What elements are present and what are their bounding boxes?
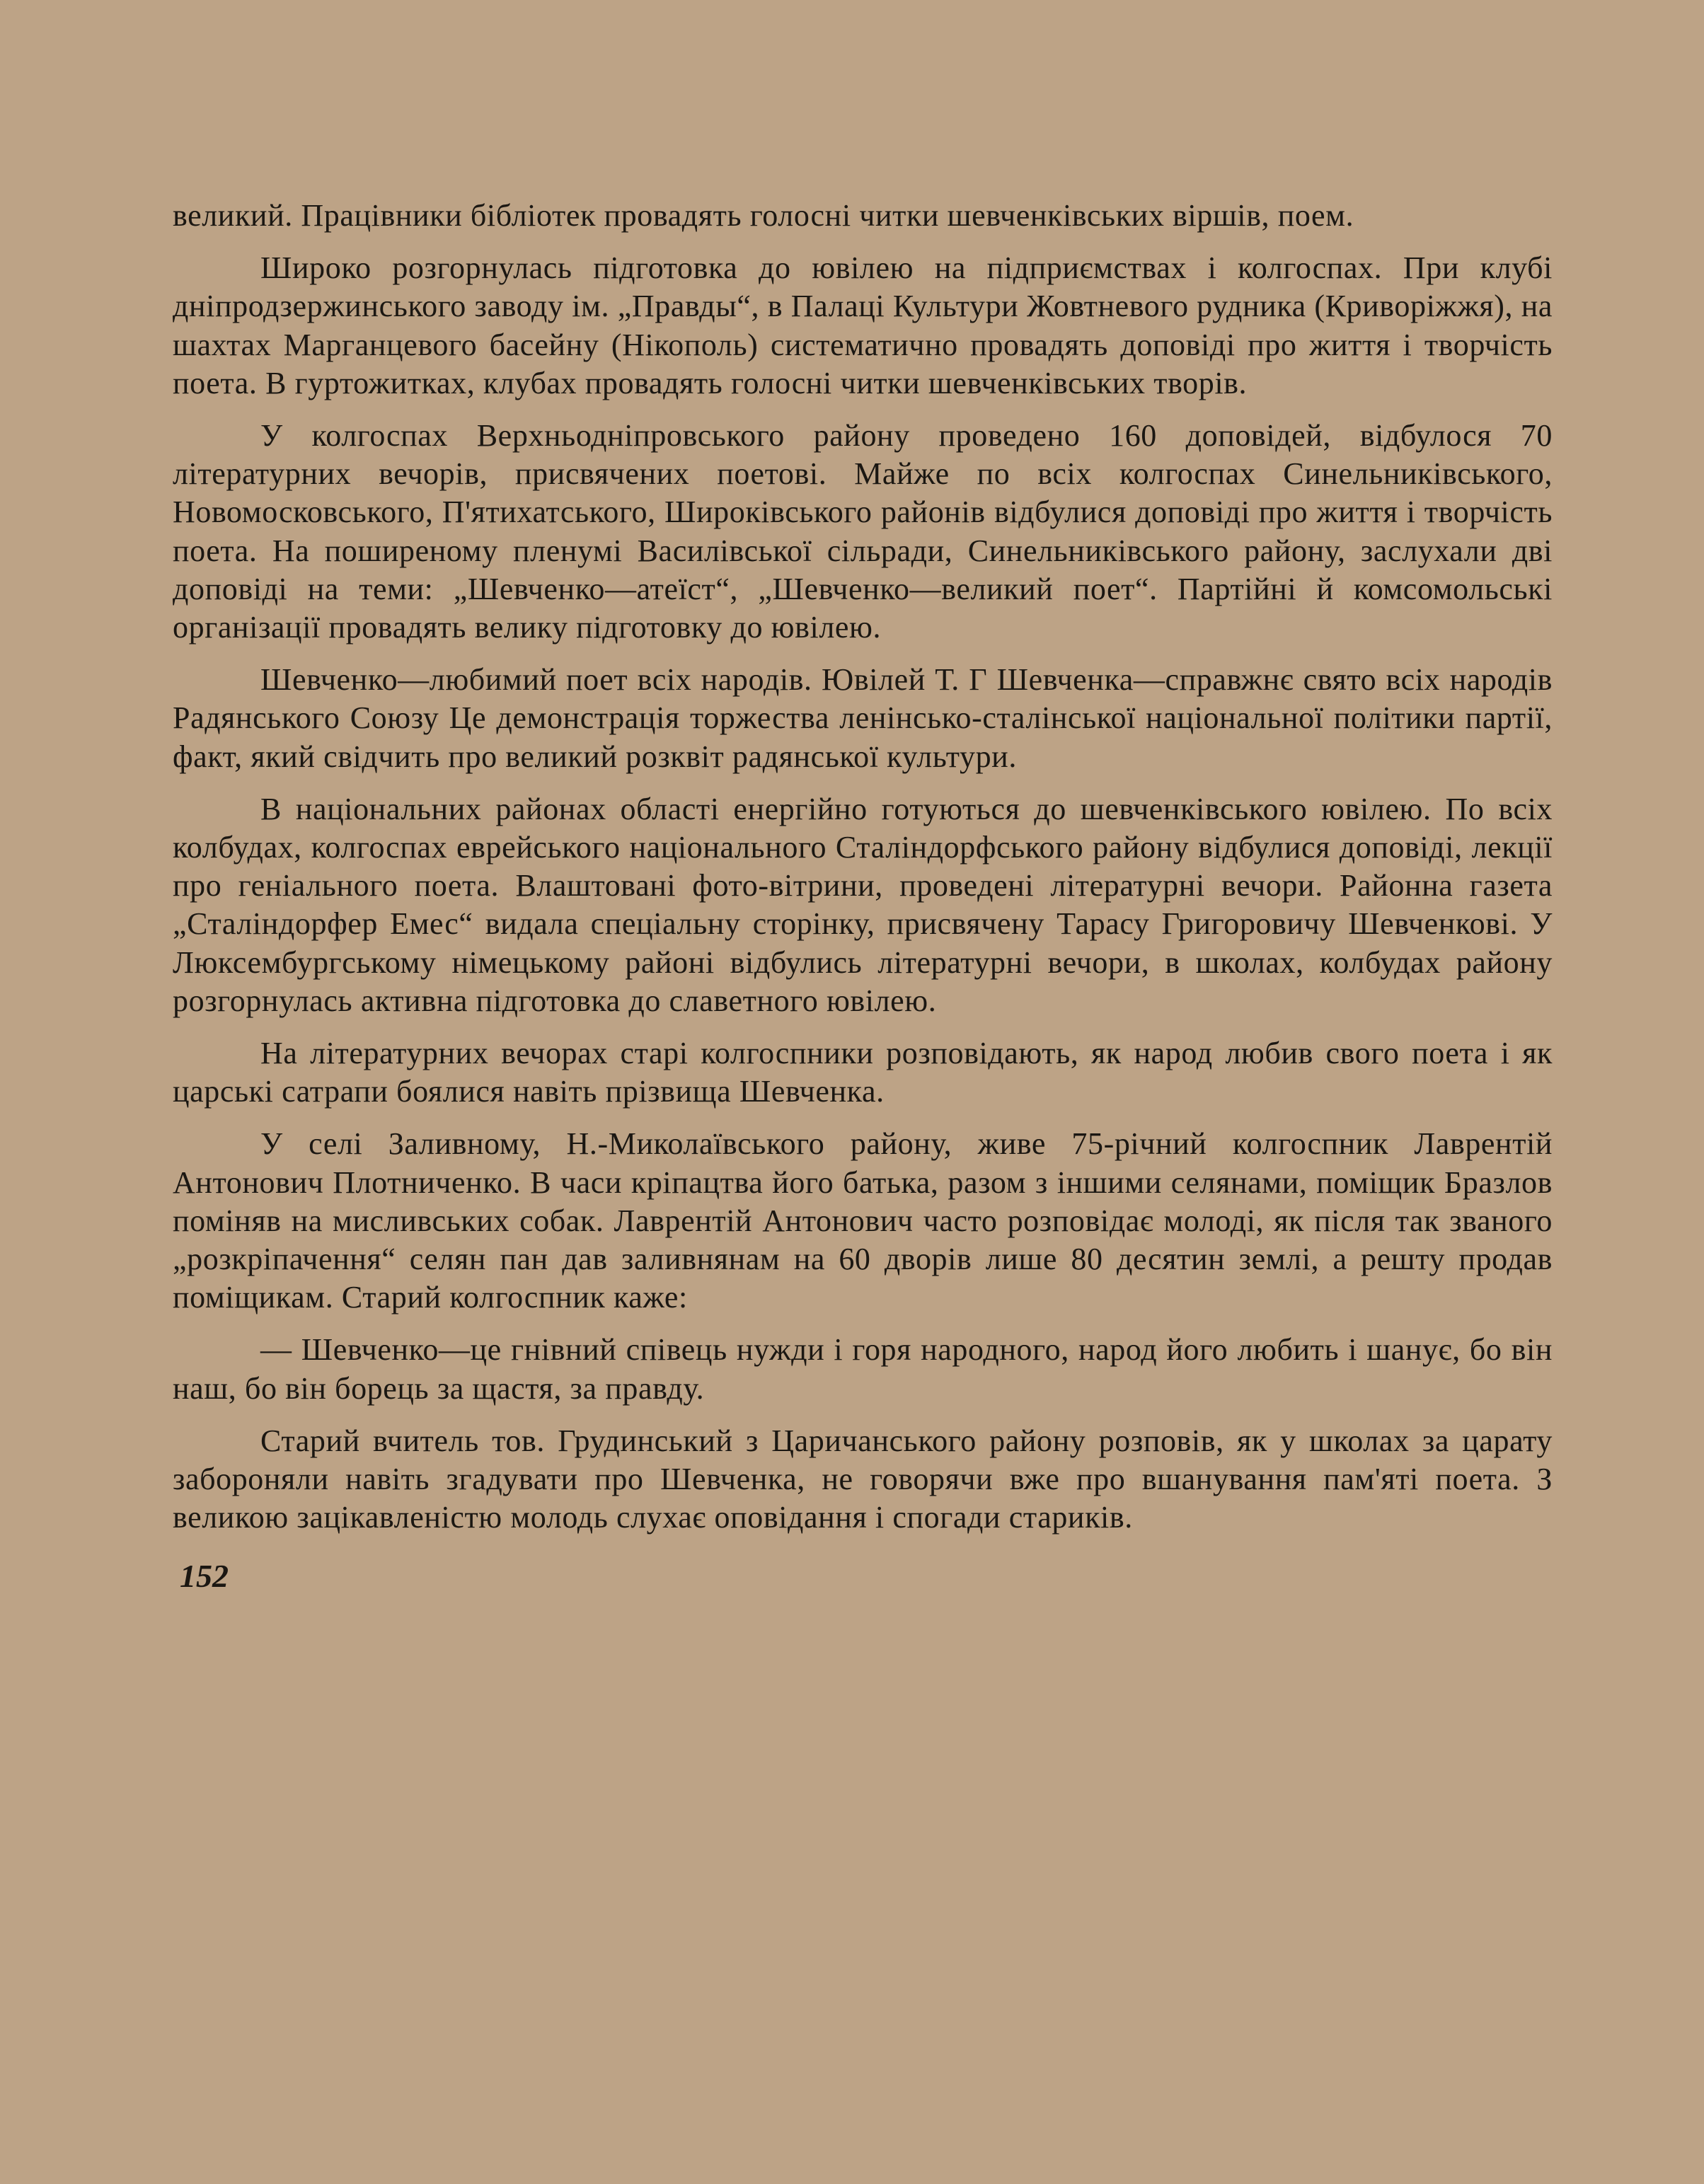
- paragraph-1: великий. Працівники бібліотек провадять голосні читки шевченківських віршів, поем.: [173, 198, 1354, 233]
- paragraph-6: На літературних вечорах старі колгоспники розповідають, як народ любив свого поета і як царські сатрапи боялися навіть прізвища Шевченка.: [173, 1036, 1553, 1109]
- paragraph-9: Старий вчитель тов. Грудинський з Царичанського району розповів, як у школах за царату забороняли навіть згадувати про Шевченка, не говорячи вже про вшанування пам'яті поета. З великою зацікавленістю молодь слухає оповідання і спогади стариків.: [173, 1423, 1553, 1535]
- paragraph-8: — Шевченко—це гнівний співець нужди і горя народного, народ його любить і шанує, бо він наш, бо він борець за щастя, за правду.: [173, 1332, 1553, 1406]
- paragraph-3: У колгоспах Верхньодніпровського району проведено 160 доповідей, відбулося 70 літературних вечорів, присвячених поетові. Майже по всіх колгоспах Синельниківського, Новомосковського, П'ятихатського, Широківського районів відбулися доповіді про життя і творчість поета. На поширеному пленумі Василівської сільради, Синельниківського району, заслухали дві доповіді на теми: „Шевченко—атеїст“, „Шевченко—великий поет“. Партійні й комсомольські організації провадять велику підготовку до ювілею.: [173, 418, 1553, 645]
- paragraph-7: У селі Заливному, Н.-Миколаївського району, живе 75-річний колгоспник Лаврентій Антонович Плотниченко. В часи кріпацтва його батька, разом з іншими селянами, поміщик Бразлов поміняв на мисливських собак. Лаврентій Антонович часто розповідає молоді, як після так званого „розкріпачення“ селян пан дав заливнянам на 60 дворів лише 80 десятин землі, а решту продав поміщикам. Старий колгоспник каже:: [173, 1126, 1553, 1315]
- paragraph-2: Широко розгорнулась підготовка до ювілею на підприємствах і колгоспах. При клубі дніпродзержинського заводу ім. „Правды“, в Палаці Культури Жовтневого рудника (Криворіжжя), на шахтах Марганцевого басейну (Нікополь) систематично провадять доповіді про життя і творчість поета. В гуртожитках, клубах провадять голосні читки шевченківських творів.: [173, 250, 1553, 400]
- paragraph-5: В національних районах області енергійно готуються до шевченківського ювілею. По всіх колбудах, колгоспах еврейського національного Сталіндорфського району відбулися доповіді, лекції про геніального поета. Влаштовані фото-вітрини, проведені літературні вечори. Районна газета „Сталіндорфер Емес“ видала спеціальну сторінку, присвячену Тарасу Григоровичу Шевченкові. У Люксембургському німецькому районі відбулись літературні вечори, в школах, колбудах району розгорнулась активна підготовка до славетного ювілею.: [173, 791, 1553, 1018]
- paragraph-4: Шевченко—любимий поет всіх народів. Ювілей Т. Г Шевченка—справжнє свято всіх народів Радянського Союзу Це демонстрація торжества ленінсько-сталінської національної політики партії, факт, який свідчить про великий розквіт радянської культури.: [173, 662, 1553, 774]
- page-number: 152: [180, 1558, 229, 1594]
- page-text-block: [173, 197, 1553, 1552]
